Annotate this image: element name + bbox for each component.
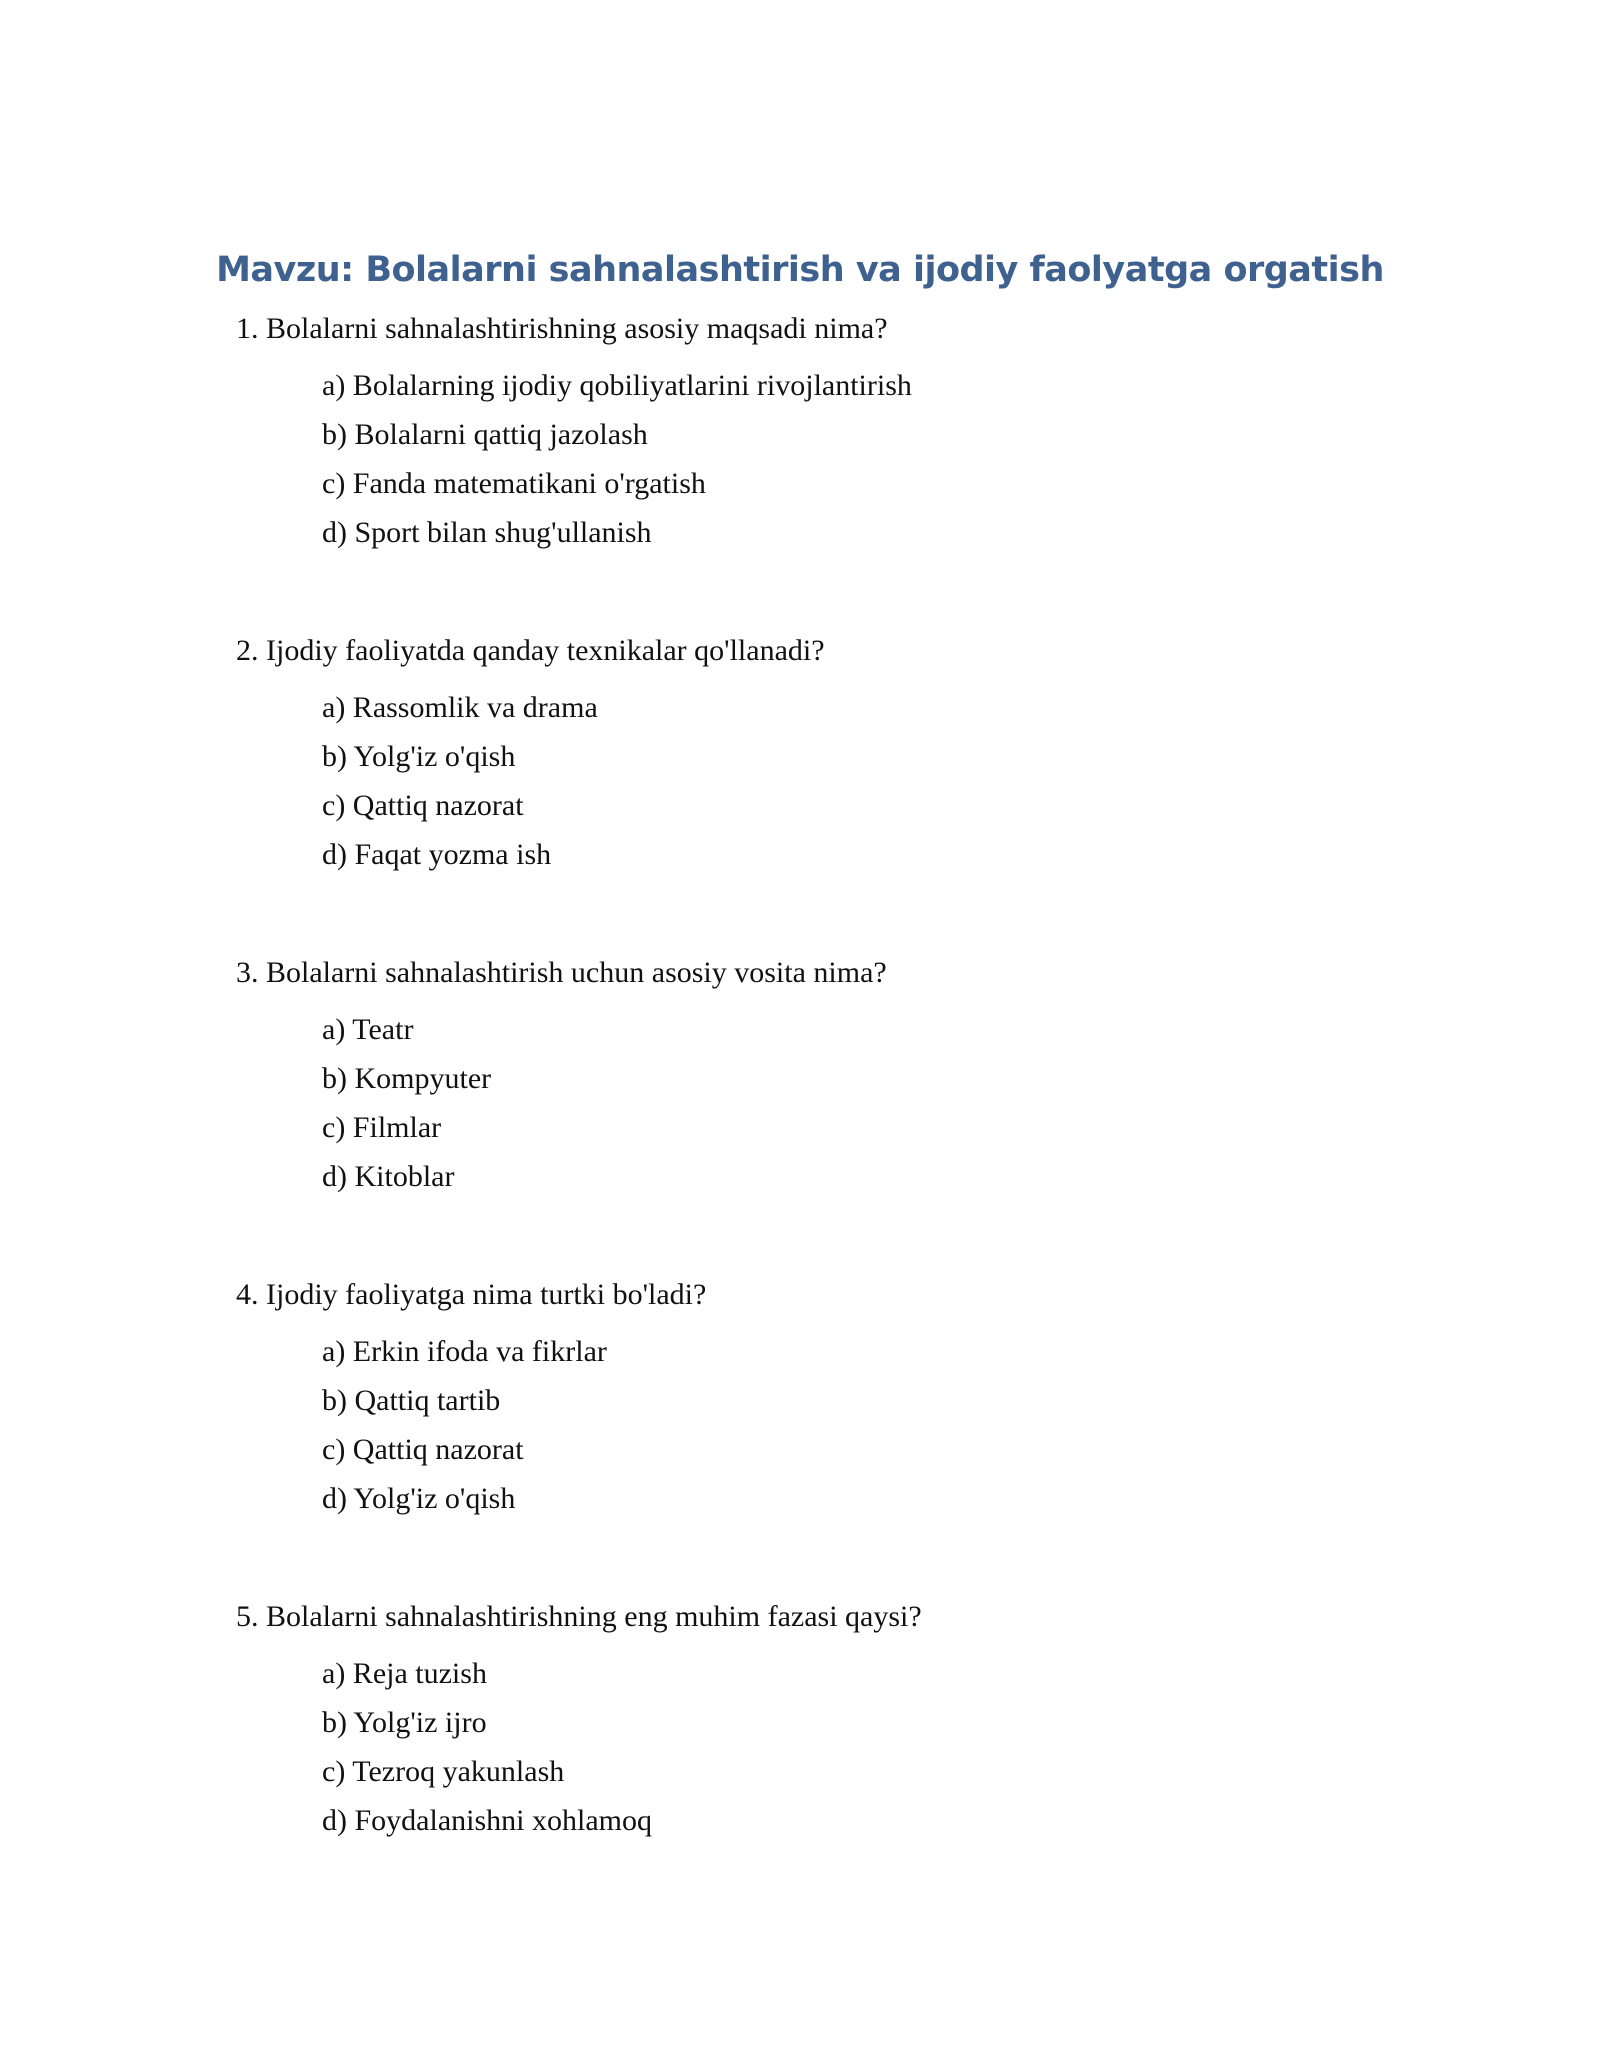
question-4-option-b: b) Qattiq tartib [322, 1384, 501, 1417]
question-1-option-d: d) Sport bilan shug'ullanish [322, 516, 652, 549]
question-5-option-a: a) Reja tuzish [322, 1657, 487, 1690]
question-2-option-a: a) Rassomlik va drama [322, 691, 598, 724]
question-2-option-b: b) Yolg'iz o'qish [322, 740, 516, 773]
question-3-option-c: c) Filmlar [322, 1111, 442, 1144]
question-5-option-b: b) Yolg'iz ijro [322, 1706, 487, 1739]
question-1: 1. Bolalarni sahnalashtirishning asosiy maqsadi nima? [236, 312, 888, 345]
document-title: Mavzu: Bolalarni sahnalashtirish va ijodiy faolyatga orgatish [216, 250, 1384, 290]
question-3-option-b: b) Kompyuter [322, 1062, 492, 1095]
question-5: 5. Bolalarni sahnalashtirishning eng muhim fazasi qaysi? [236, 1600, 922, 1633]
question-2: 2. Ijodiy faoliyatda qanday texnikalar qo'llanadi? [236, 634, 825, 667]
question-3-option-d: d) Kitoblar [322, 1160, 455, 1193]
question-4-option-c: c) Qattiq nazorat [322, 1433, 524, 1466]
question-5-option-d: d) Foydalanishni xohlamoq [322, 1804, 652, 1837]
question-1-option-b: b) Bolalarni qattiq jazolash [322, 418, 648, 451]
question-5-option-c: c) Tezroq yakunlash [322, 1755, 565, 1788]
question-4-option-d: d) Yolg'iz o'qish [322, 1482, 516, 1515]
question-3-option-a: a) Teatr [322, 1013, 414, 1046]
question-2-option-c: c) Qattiq nazorat [322, 789, 524, 822]
question-1-option-c: c) Fanda matematikani o'rgatish [322, 467, 706, 500]
question-1-option-a: a) Bolalarning ijodiy qobiliyatlarini rivojlantirish [322, 369, 912, 402]
question-4: 4. Ijodiy faoliyatga nima turtki bo'ladi? [236, 1278, 707, 1311]
question-4-option-a: a) Erkin ifoda va fikrlar [322, 1335, 607, 1368]
question-2-option-d: d) Faqat yozma ish [322, 838, 552, 871]
question-3: 3. Bolalarni sahnalashtirish uchun asosiy vosita nima? [236, 956, 887, 989]
